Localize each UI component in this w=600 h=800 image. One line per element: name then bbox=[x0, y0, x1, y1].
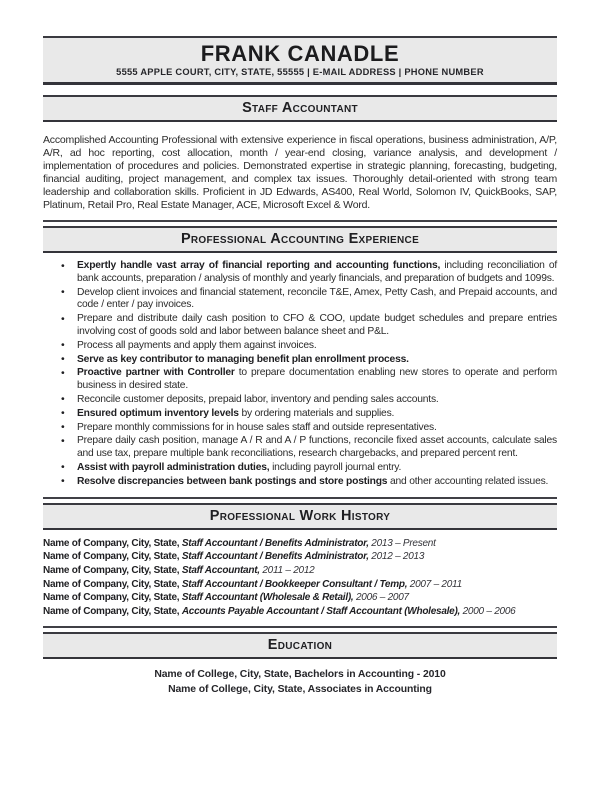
job-title-label: Staff Accountant bbox=[242, 100, 358, 116]
employment-dates: 2012 – 2013 bbox=[371, 551, 425, 563]
contact-line: 5555 APPLE COURT, CITY, STATE, 55555 | E-MAIL ADDRESS | PHONE NUMBER bbox=[116, 67, 484, 77]
bullet-text: Prepare daily cash position, manage A / R and A / P functions, reconcile fixed asset accounts, calculate sales and use tax, prepare multiple bank reconciliations, research chargebacks, and prepared percent rent. bbox=[77, 435, 557, 460]
experience-bullet bbox=[77, 367, 557, 393]
work-history-row bbox=[43, 592, 557, 604]
company-name: Name of Company, City, State, bbox=[43, 564, 180, 576]
work-history-list bbox=[43, 538, 557, 619]
bullet-text: including reconciliation of bank accounts, preparation / analysis of monthly and yearly financials, and preparation of budgets and 1099s. bbox=[77, 260, 558, 284]
experience-bullet bbox=[77, 462, 557, 475]
bullet-bold-text: Assist with payroll administration duties, bbox=[77, 461, 270, 473]
experience-bullet bbox=[77, 260, 557, 286]
bullet-text: Develop client invoices and financial statement, reconcile T&E, Amex, Petty Cash, and Prepaid accounts, and code / enter / pay invoices. bbox=[77, 286, 557, 311]
resume-page bbox=[0, 36, 600, 697]
experience-bullet bbox=[77, 287, 557, 313]
experience-bullet bbox=[77, 476, 557, 489]
work-history-row bbox=[43, 565, 557, 577]
experience-bullet bbox=[77, 394, 557, 407]
company-name: Name of Company, City, State, bbox=[43, 606, 180, 618]
company-name: Name of Company, City, State, bbox=[43, 578, 180, 590]
bullet-text: to prepare documentation enabling new stores to operate and perform business in desired state. bbox=[77, 367, 557, 392]
education-item: Name of College, City, State, Associates in Accounting bbox=[168, 684, 432, 696]
section-divider bbox=[43, 220, 557, 222]
bullet-text: Prepare and distribute daily cash position to CFO & COO, update budget schedules and prepare entries involving cost of goods sold and labor between balance sheet and P&L. bbox=[77, 313, 557, 337]
bullet-bold-text: Serve as key contributor to managing benefit plan enrollment process. bbox=[77, 353, 409, 365]
employment-dates: 2011 – 2012 bbox=[262, 564, 315, 576]
experience-bullet bbox=[77, 340, 557, 353]
education-section-bar bbox=[43, 632, 557, 659]
company-name: Name of Company, City, State, bbox=[43, 592, 180, 604]
work-history-row bbox=[43, 606, 557, 618]
work-history-row bbox=[43, 551, 557, 563]
experience-bullet bbox=[77, 435, 557, 461]
header-name-bar bbox=[43, 36, 557, 85]
company-name: Name of Company, City, State, bbox=[43, 537, 180, 549]
job-title: Staff Accountant / Benefits Administrator, bbox=[181, 551, 369, 563]
job-title-bar bbox=[43, 95, 557, 122]
education-list bbox=[43, 669, 557, 697]
job-title: Staff Accountant / Bookkeeper Consultant / Temp, bbox=[181, 578, 408, 590]
bullet-text: by ordering materials and supplies. bbox=[238, 407, 395, 419]
job-title: Staff Accountant (Wholesale & Retail), bbox=[181, 592, 354, 604]
employment-dates: 2007 – 2011 bbox=[409, 578, 462, 590]
job-title: Accounts Payable Accountant / Staff Accountant (Wholesale), bbox=[181, 606, 461, 618]
experience-bullet bbox=[77, 313, 557, 339]
bullet-bold-text: Expertly handle vast array of financial reporting and accounting functions, bbox=[77, 260, 441, 271]
education-heading: Education bbox=[267, 637, 333, 654]
experience-bullet bbox=[77, 408, 557, 421]
experience-bullet-list bbox=[43, 260, 557, 489]
company-name: Name of Company, City, State, bbox=[43, 551, 180, 563]
work-history-row bbox=[43, 538, 557, 550]
bullet-text: Reconcile customer deposits, prepaid labor, inventory and pending sales accounts. bbox=[77, 393, 439, 405]
bullet-bold-text: Proactive partner with Controller bbox=[77, 367, 235, 379]
work-history-section-bar bbox=[43, 503, 557, 530]
employment-dates: 2013 – Present bbox=[371, 537, 436, 549]
job-title: Staff Accountant, bbox=[181, 564, 260, 576]
experience-bullet bbox=[77, 422, 557, 435]
bullet-text: Process all payments and apply them against invoices. bbox=[77, 339, 317, 351]
experience-bullet bbox=[77, 354, 557, 367]
bullet-bold-text: Ensured optimum inventory levels bbox=[77, 407, 239, 419]
education-item: Name of College, City, State, Bachelors in Accounting - 2010 bbox=[154, 669, 446, 681]
bullet-text: and other accounting related issues. bbox=[387, 475, 549, 487]
section-divider bbox=[43, 497, 557, 499]
bullet-bold-text: Resolve discrepancies between bank postings and store postings bbox=[77, 475, 388, 487]
bullet-text: Prepare monthly commissions for in house sales staff and outside representatives. bbox=[77, 421, 437, 433]
section-divider bbox=[43, 626, 557, 628]
job-title: Staff Accountant / Benefits Administrator, bbox=[181, 537, 369, 549]
work-history-heading: Professional Work History bbox=[209, 507, 391, 524]
summary-paragraph: Accomplished Accounting Professional with extensive experience in fiscal operations, business administration, A/P, A/R, ad hoc reporting, cost allocation, month / year-end closing, variance analysis, and development / implementation of procedures and policies. Demonstrated expertise in strategic planning, forecasting, budgeting, financial auditing, project management, and complex tax issues. Thoroughly detail-oriented with strong team leadership and collaboration skills. Proficient in JD Edwards, AS400, Real World, Solomon IV, QuickBooks, SAP, Platinum, Retail Pro, Real Estate Manager, ACE, Microsoft Excel & Word. bbox=[43, 134, 557, 211]
candidate-name: FRANK CANADLE bbox=[200, 41, 400, 66]
employment-dates: 2006 – 2007 bbox=[356, 592, 409, 604]
experience-heading: Professional Accounting Experience bbox=[180, 231, 420, 247]
employment-dates: 2000 – 2006 bbox=[462, 606, 516, 618]
bullet-text: including payroll journal entry. bbox=[269, 461, 402, 473]
experience-section-bar bbox=[43, 226, 557, 253]
work-history-row bbox=[43, 579, 557, 591]
